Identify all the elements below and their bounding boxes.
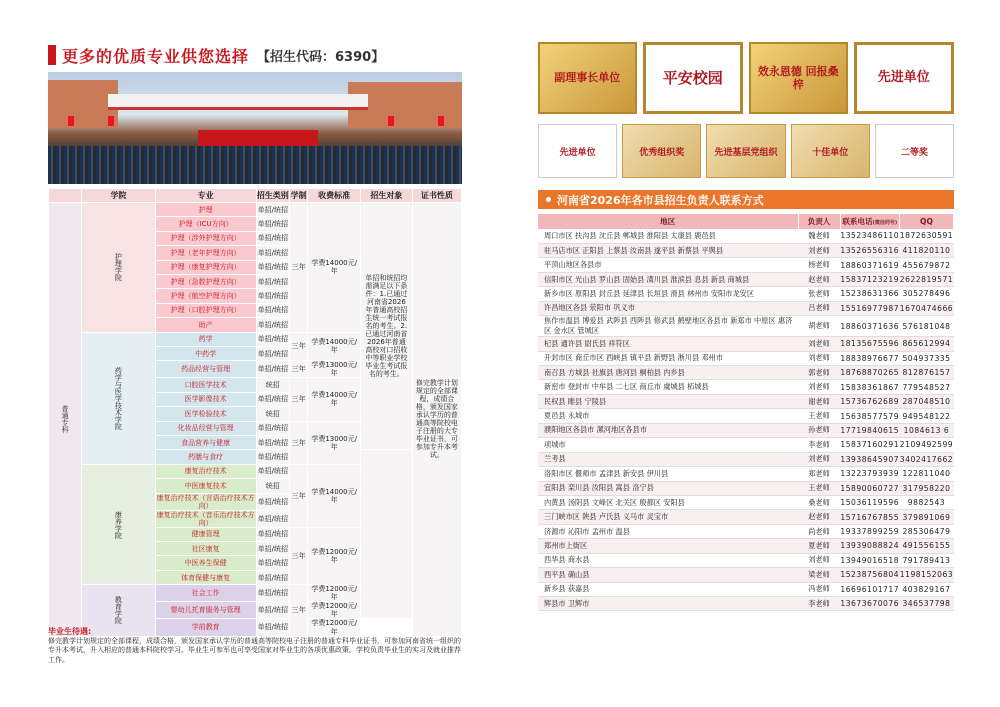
award-certificate: 十佳单位 — [791, 124, 870, 178]
major-type: 单招/统招 — [256, 435, 289, 449]
contact-area: 西平县 确山县 — [538, 568, 798, 582]
contact-area: 三门峡市区 陕县 卢氏县 义马市 灵宝市 — [538, 510, 798, 524]
contact-phone: 18860371636 — [840, 316, 899, 337]
contact-person: 尚老师 — [798, 524, 840, 538]
awards-top-row — [538, 42, 954, 114]
major-name: 医学影像技术 — [155, 392, 256, 406]
contact-person: 刘老师 — [798, 553, 840, 567]
contact-area: 许昌地区各县 荥阳市 巩义市 — [538, 301, 798, 315]
title-bar-decoration — [48, 45, 56, 65]
major-name: 食品营养与健康 — [155, 435, 256, 449]
contact-person: 刘老师 — [798, 243, 840, 257]
major-type: 单招/统招 — [256, 303, 289, 317]
table-row — [538, 568, 954, 582]
table-row — [538, 301, 954, 315]
contact-section-title: 河南省2026年各市县招生负责人联系方式 — [538, 190, 954, 209]
table-row — [538, 582, 954, 596]
contact-person: 郭老师 — [798, 366, 840, 380]
table-row — [538, 524, 954, 538]
contact-phone: 18135675596 — [840, 337, 899, 351]
major-name: 护理 — [155, 203, 256, 217]
contact-area: 驻马店市区 正阳县 上蔡县 汝南县 遂平县 新蔡县 平舆县 — [538, 243, 798, 257]
header-fee: 收费标准 — [308, 189, 361, 203]
contact-person: 李老师 — [798, 438, 840, 452]
contact-phone: 15238756804 — [840, 568, 899, 582]
header-person: 负责人 — [798, 214, 840, 229]
fee: 学费14000元/年 — [308, 332, 361, 361]
page-title — [48, 44, 468, 66]
fee: 学费12000元/年 — [308, 527, 361, 585]
cert-text: 修完教学计划规定的全部课程，成绩合格，颁发国家承认学历的普通高等院校电子注册的大专毕业证书，可参加专升本考试。 — [412, 203, 461, 637]
header-years: 学制 — [289, 189, 307, 203]
contact-area: 信阳市区 光山县 罗山县 固始县 潢川县 淮滨县 息县 新县 商城县 — [538, 272, 798, 286]
table-row — [538, 366, 954, 380]
table-row — [538, 394, 954, 408]
contact-person: 赵老师 — [798, 272, 840, 286]
campus-ceremony-photo — [48, 72, 462, 184]
contact-phone: 19337899259 — [840, 524, 899, 538]
award-plaque: 先进单位 — [854, 42, 955, 114]
major-name: 婴幼儿托育服务与管理 — [155, 602, 256, 619]
contact-qq: 455679872 — [899, 258, 953, 272]
college-nursing: 护理学院 — [82, 203, 155, 333]
majors-table — [48, 188, 462, 637]
years: 三年 — [289, 585, 307, 636]
contact-phone: 15890060727 — [840, 481, 899, 495]
contact-phone: 13223793939 — [840, 467, 899, 481]
contact-person: 刘老师 — [798, 380, 840, 394]
major-type: 单招/统招 — [256, 274, 289, 288]
award-certificate: 先进基层党组织 — [706, 124, 785, 178]
contact-phone: 13673670076 — [840, 597, 899, 611]
years: 三年 — [289, 464, 307, 527]
contact-phone: 13938645907 — [840, 452, 899, 466]
graduate-heading: 毕业生待遇: — [48, 627, 92, 636]
contact-qq: 317958220 — [899, 481, 953, 495]
major-type: 单招/统招 — [256, 421, 289, 435]
contact-area: 平顶山地区各县市 — [538, 258, 798, 272]
contact-phone: 15837160291 — [840, 438, 899, 452]
fee: 学费14000元/年 — [308, 378, 361, 421]
contact-area: 新乡县 获嘉县 — [538, 582, 798, 596]
contact-qq: 812876157 — [899, 366, 953, 380]
fee: 学费14000元/年 — [308, 464, 361, 527]
contact-qq: 2622819571 — [899, 272, 953, 286]
table-row — [538, 539, 954, 553]
contact-person: 冯老师 — [798, 582, 840, 596]
contact-qq: 285306479 — [899, 524, 953, 538]
contact-phone: 13526556316 — [840, 243, 899, 257]
major-name: 体育保健与康复 — [155, 570, 256, 584]
years: 三年 — [289, 361, 307, 378]
header-target: 招生对象 — [361, 189, 413, 203]
table-row — [538, 258, 954, 272]
contact-area: 焦作市温县 博爱县 武陟县 西陟县 修武县 鹤壁地区各县市 新郑市 中原区 惠济区 金水区 管城区 — [538, 316, 798, 337]
contact-phone: 17719840615 — [840, 423, 899, 437]
graduate-text: 修完教学计划规定的全部课程，成绩合格，颁发国家承认学历的普通高等院校电子注册的普通专科毕业证书，可参加河南省统一组织的专升本考试，升入相应的普通本科院校学习。毕业生可参军也可享受国家对毕业生的各项优惠政策。学校负责毕业生的实习及就业推荐工作。 — [48, 637, 461, 664]
table-row — [538, 510, 954, 524]
contact-qq: 346537798 — [899, 597, 953, 611]
award-plaque: 副理事长单位 — [538, 42, 637, 114]
college-rehab: 康养学院 — [82, 464, 155, 585]
award-plaque: 效永恩德 回报桑梓 — [749, 42, 848, 114]
contact-phone: 16696101717 — [840, 582, 899, 596]
major-type: 单招/统招 — [256, 346, 289, 360]
table-row — [538, 438, 954, 452]
table-row — [538, 351, 954, 365]
contact-phone: 13523486110 — [840, 229, 899, 243]
contact-qq: 576181048 — [899, 316, 953, 337]
contact-phone: 15516977987 — [840, 301, 899, 315]
contact-qq: 379891069 — [899, 510, 953, 524]
table-row — [538, 452, 954, 466]
major-name: 医学检验技术 — [155, 407, 256, 421]
contact-person: 梁老师 — [798, 568, 840, 582]
major-name: 康复治疗技术 — [155, 464, 256, 478]
contact-qq: 1670474666 — [899, 301, 953, 315]
contact-qq: 3402417662 — [899, 452, 953, 466]
contact-qq: 1198152063 — [899, 568, 953, 582]
table-row — [538, 467, 954, 481]
header-qq: QQ — [899, 214, 953, 229]
contact-area: 兰考县 — [538, 452, 798, 466]
major-type: 单招/统招 — [256, 332, 289, 346]
major-type: 单招/统招 — [256, 493, 289, 510]
major-name: 中药学 — [155, 346, 256, 360]
major-name: 社区康复 — [155, 542, 256, 556]
major-type: 统招 — [256, 407, 289, 421]
major-name: 中医康复技术 — [155, 479, 256, 493]
major-type: 单招/统招 — [256, 450, 289, 464]
contact-qq: 403829167 — [899, 582, 953, 596]
major-type: 单招/统招 — [256, 510, 289, 527]
major-type: 单招/统招 — [256, 246, 289, 260]
contact-person: 夏老师 — [798, 539, 840, 553]
contact-qq: 1872630591 — [899, 229, 953, 243]
fee: 学费13000元/年 — [308, 361, 361, 378]
table-row — [538, 553, 954, 567]
contact-qq: 122811040 — [899, 467, 953, 481]
contact-area: 内黄县 汤阴县 文峰区 北关区 殷都区 安阳县 — [538, 495, 798, 509]
fee: 学费12000元/年 — [308, 585, 361, 602]
major-type: 单招/统招 — [256, 570, 289, 584]
contact-phone: 15838361867 — [840, 380, 899, 394]
contact-person: 赵老师 — [798, 510, 840, 524]
college-pharmacy: 药学与医学技术学院 — [82, 332, 155, 464]
years: 三年 — [289, 203, 307, 333]
table-row — [538, 287, 954, 301]
major-type: 单招/统招 — [256, 585, 289, 602]
contact-phone: 18838976677 — [840, 351, 899, 365]
contact-area: 杞县 通许县 尉氏县 祥符区 — [538, 337, 798, 351]
contact-person: 桑老师 — [798, 495, 840, 509]
contact-person: 刘老师 — [798, 351, 840, 365]
major-type: 单招/统招 — [256, 318, 289, 332]
contact-phone: 15036119596 — [840, 495, 899, 509]
major-name: 口腔医学技术 — [155, 378, 256, 392]
major-type: 单招/统招 — [256, 464, 289, 478]
major-type: 统招 — [256, 479, 289, 493]
table-row — [538, 272, 954, 286]
contact-area: 西华县 商水县 — [538, 553, 798, 567]
header-college: 学院 — [82, 189, 155, 203]
fee: 学费14000元/年 — [308, 203, 361, 333]
fee: 学费12000元/年 — [308, 602, 361, 619]
years: 三年 — [289, 332, 307, 361]
major-name: 护理（涉外护理方向） — [155, 231, 256, 245]
contact-phone: 15238631366 — [840, 287, 899, 301]
contact-person: 孙老师 — [798, 423, 840, 437]
target-blank — [361, 450, 413, 619]
major-type: 单招/统招 — [256, 527, 289, 541]
major-name: 护理（ICU方向） — [155, 217, 256, 231]
table-row — [538, 337, 954, 351]
table-row — [538, 243, 954, 257]
header-type: 招生类别 — [256, 189, 289, 203]
contact-area: 洛阳市区 偃师市 孟津县 新安县 伊川县 — [538, 467, 798, 481]
major-type: 单招/统招 — [256, 231, 289, 245]
contact-person: 刘老师 — [798, 337, 840, 351]
major-name: 助产 — [155, 318, 256, 332]
contact-person: 胡老师 — [798, 316, 840, 337]
contact-phone: 18860371619 — [840, 258, 899, 272]
contact-area: 濮阳地区各县市 漯河地区各县市 — [538, 423, 798, 437]
major-name: 中医养生保健 — [155, 556, 256, 570]
major-name: 健康管理 — [155, 527, 256, 541]
contact-qq: 305278496 — [899, 287, 953, 301]
fee: 学费12000元/年 — [308, 619, 361, 636]
enrollment-code: 【招生代码：6390】 — [257, 49, 385, 65]
major-name: 药学 — [155, 332, 256, 346]
major-name: 护理（老年护理方向） — [155, 246, 256, 260]
contact-area: 新乡市区 原阳县 封丘县 延津县 长垣县 滑县 林州市 安阳市龙安区 — [538, 287, 798, 301]
contact-area: 济源市 沁阳市 孟州市 温县 — [538, 524, 798, 538]
contact-area: 夏邑县 永城市 — [538, 409, 798, 423]
major-name: 护理（急救护理方向） — [155, 274, 256, 288]
contact-qq: 2109492599 — [899, 438, 953, 452]
major-name: 康复治疗技术（言语治疗技术方向） — [156, 493, 255, 510]
major-name: 护理（口腔护理方向） — [155, 303, 256, 317]
header-major: 专业 — [155, 189, 256, 203]
major-type: 单招/统招 — [256, 542, 289, 556]
table-row — [538, 316, 954, 337]
major-type: 单招/统招 — [256, 556, 289, 570]
contact-person: 郑老师 — [798, 467, 840, 481]
table-row — [538, 495, 954, 509]
major-name: 护理（航空护理方向） — [155, 289, 256, 303]
fee: 学费13000元/年 — [308, 421, 361, 464]
table-row — [538, 481, 954, 495]
major-name: 康复治疗技术（音乐治疗技术方向） — [156, 510, 255, 527]
contact-person: 张老师 — [798, 287, 840, 301]
contact-table — [538, 214, 954, 611]
header-cert: 证书性质 — [412, 189, 461, 203]
contact-person: 王老师 — [798, 409, 840, 423]
table-row — [538, 423, 954, 437]
contact-qq: 411820110 — [899, 243, 953, 257]
contact-phone: 13939088824 — [840, 539, 899, 553]
category-label: 普通专科 — [49, 203, 82, 637]
contact-person: 王老师 — [798, 481, 840, 495]
contact-area: 辉县市 卫辉市 — [538, 597, 798, 611]
major-name: 护理（康复护理方向） — [155, 260, 256, 274]
contact-area: 郑州市上街区 — [538, 539, 798, 553]
award-certificate: 二等奖 — [875, 124, 954, 178]
contact-qq: 865612994 — [899, 337, 953, 351]
target-text: 单招和统招均需满足以下条件：1.已通过河南省2026年普通高校招生统一考试报名的考生。2.已通过河南省2026年普通高校对口招收中等职业学校毕业生考试报名的考生。 — [361, 203, 413, 450]
contact-phone: 15837123219 — [840, 272, 899, 286]
major-name: 化妆品经营与管理 — [155, 421, 256, 435]
contact-phone: 13949016518 — [840, 553, 899, 567]
years: 三年 — [289, 527, 307, 585]
major-name: 药膳与食疗 — [155, 450, 256, 464]
award-certificate: 优秀组织奖 — [622, 124, 701, 178]
table-row — [538, 380, 954, 394]
years: 三年 — [289, 378, 307, 421]
contact-area: 宜阳县 栾川县 汝阳县 嵩县 洛宁县 — [538, 481, 798, 495]
header-category — [49, 189, 82, 203]
major-name: 学前教育 — [155, 619, 256, 636]
contact-person: 吕老师 — [798, 301, 840, 315]
contact-qq: 1084613 6 — [899, 423, 953, 437]
major-type: 单招/统招 — [256, 260, 289, 274]
major-type: 单招/统招 — [256, 203, 289, 217]
contact-person: 杨老师 — [798, 258, 840, 272]
major-type: 单招/统招 — [256, 392, 289, 406]
contact-phone: 15638577579 — [840, 409, 899, 423]
contact-phone: 15736762689 — [840, 394, 899, 408]
graduate-benefits — [48, 627, 462, 665]
contact-area: 新密市 登封市 中牟县 二七区 商丘市 虞城县 柘城县 — [538, 380, 798, 394]
table-row — [538, 597, 954, 611]
header-area: 地区 — [538, 214, 798, 229]
major-type: 单招/统招 — [256, 619, 289, 636]
college-education: 教育学院 — [82, 585, 155, 636]
contact-person: 魏老师 — [798, 229, 840, 243]
contact-phone: 15716767855 — [840, 510, 899, 524]
title-main: 更多的优质专业供您选择 — [62, 46, 250, 66]
major-type: 统招 — [256, 378, 289, 392]
table-row — [538, 229, 954, 243]
contact-qq: 779548527 — [899, 380, 953, 394]
contact-area: 开封市区 商丘市区 西峡县 镇平县 新野县 淅川县 邓州市 — [538, 351, 798, 365]
major-type: 单招/统招 — [256, 217, 289, 231]
contact-qq: 949548122 — [899, 409, 953, 423]
contact-area: 南召县 方城县 社旗县 唐河县 桐柏县 内乡县 — [538, 366, 798, 380]
contact-qq: 491556155 — [899, 539, 953, 553]
major-type: 单招/统招 — [256, 289, 289, 303]
award-plaque: 平安校园 — [643, 42, 744, 114]
years: 三年 — [289, 421, 307, 464]
contact-area: 项城市 — [538, 438, 798, 452]
award-certificate: 先进单位 — [538, 124, 617, 178]
header-phone: 联系电话(微信同号) — [840, 214, 899, 229]
contact-person: 刘老师 — [798, 452, 840, 466]
contact-area: 周口市区 扶沟县 沈丘县 郸城县 淮阳县 太康县 鹿邑县 — [538, 229, 798, 243]
contact-qq: 287048510 — [899, 394, 953, 408]
major-name: 药品经营与管理 — [155, 361, 256, 378]
bullet-icon — [546, 197, 551, 202]
contact-person: 谢老师 — [798, 394, 840, 408]
table-row — [538, 409, 954, 423]
contact-person: 李老师 — [798, 597, 840, 611]
major-name: 社会工作 — [155, 585, 256, 602]
major-type: 单招/统招 — [256, 361, 289, 378]
contact-qq: 9882543 — [899, 495, 953, 509]
contact-phone: 18768870265 — [840, 366, 899, 380]
contact-qq: 791789413 — [899, 553, 953, 567]
contact-area: 民权县 睢县 宁陵县 — [538, 394, 798, 408]
awards-bottom-row — [538, 124, 954, 178]
contact-qq: 504937335 — [899, 351, 953, 365]
major-type: 单招/统招 — [256, 602, 289, 619]
